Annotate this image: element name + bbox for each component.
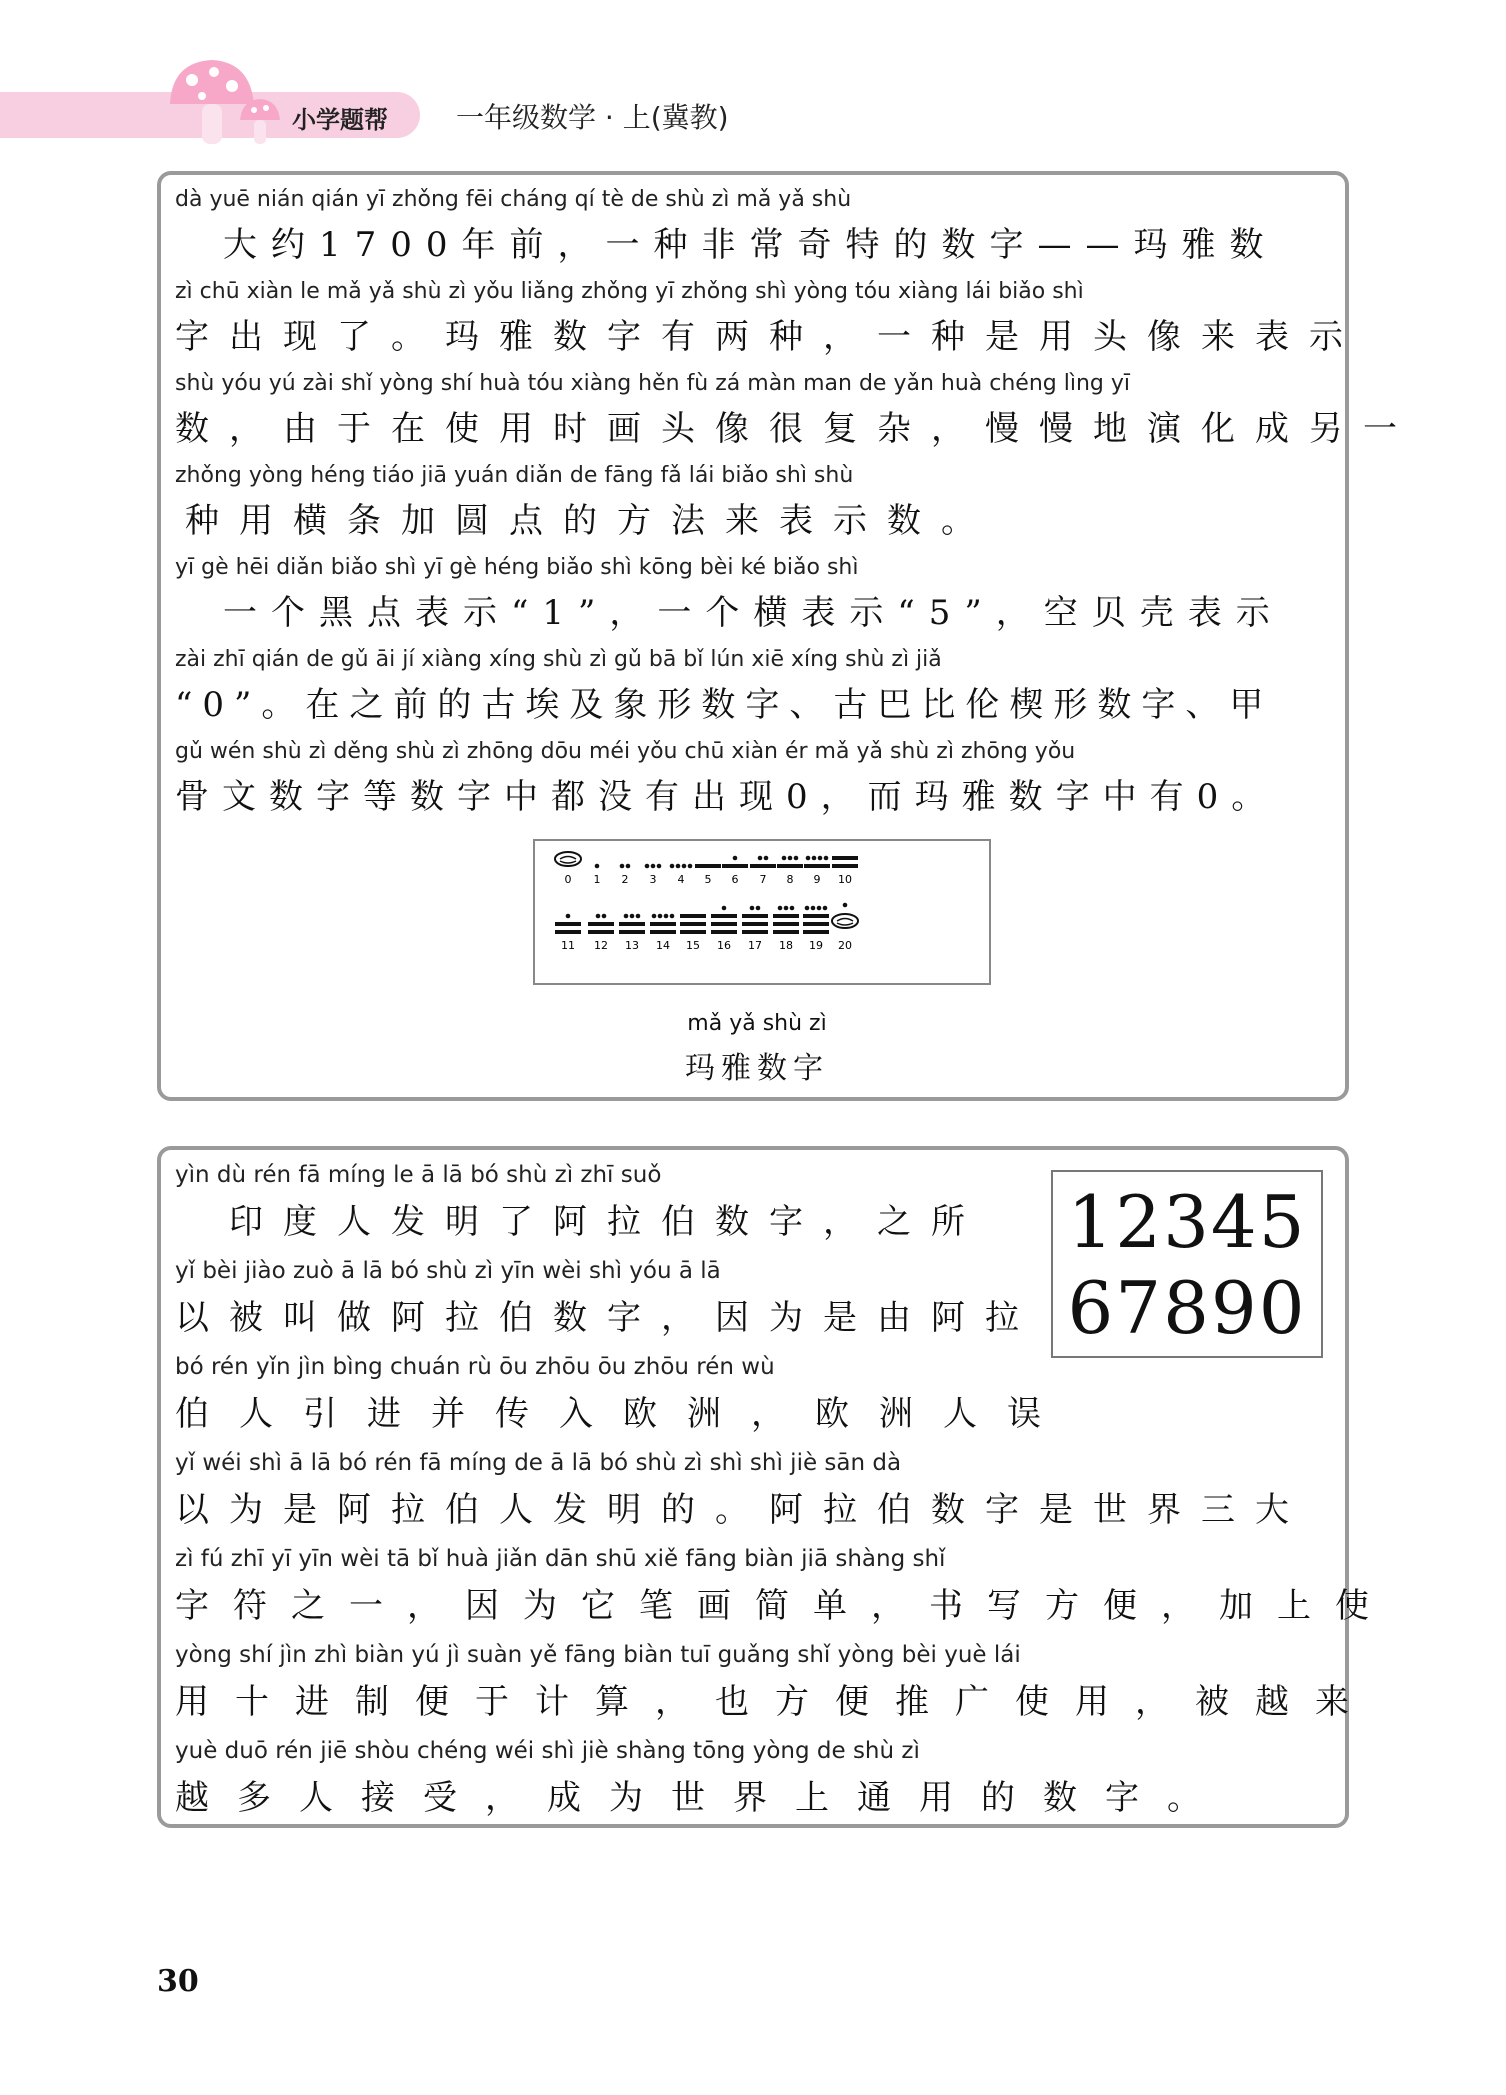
pinyin-line: zhǒng yòng héng tiáo jiā yuán diǎn de fāng fǎ lái biǎo shì shù: [175, 463, 854, 488]
maya-numeral: [650, 914, 676, 934]
numeral-label: 4: [677, 873, 685, 886]
book-title: 一年级数学 · 上(冀教): [456, 101, 729, 134]
maya-numeral: [555, 852, 581, 866]
maya-numeral: [777, 856, 803, 868]
hanzi-line: 种用横条加圆点的方法来表示数。: [185, 501, 995, 541]
numeral-label: 1: [593, 873, 601, 886]
hanzi-line: 字符之一，因为它笔画简单，书写方便，加上使: [175, 1586, 1393, 1626]
numeral-label: 6: [731, 873, 739, 886]
maya-numeral: [680, 914, 706, 934]
hanzi-line: 大约1700年前，一种非常奇特的数字——玛雅数: [175, 225, 1278, 265]
maya-numeral: [804, 856, 830, 868]
numeral-label: 3: [649, 873, 657, 886]
hanzi-line: “0”。在之前的古埃及象形数字、古巴比伦楔形数字、甲: [175, 685, 1274, 725]
maya-numeral: [595, 864, 600, 869]
numeral-label: 0: [564, 873, 572, 886]
shell-symbol: [555, 852, 581, 866]
maya-numeral: [711, 906, 737, 934]
pinyin-line: bó rén yǐn jìn bìng chuán rù ōu zhōu ōu zhōu rén wù: [175, 1354, 775, 1380]
maya-numeral: [742, 906, 768, 934]
numeral-label: 8: [786, 873, 794, 886]
numeral-label: 12: [594, 939, 608, 952]
pinyin-line: dà yuē nián qián yī zhǒng fēi cháng qí tè de shù zì mǎ yǎ shù: [175, 187, 852, 212]
numeral-label: 15: [686, 939, 700, 952]
maya-numeral: [832, 903, 858, 928]
numeral-label: 7: [759, 873, 767, 886]
pinyin-line: yòng shí jìn zhì biàn yú jì suàn yě fāng biàn tuī guǎng shǐ yòng bèi yuè lái: [175, 1642, 1021, 1668]
numeral-label: 5: [704, 873, 712, 886]
mushroom-icon: [162, 54, 282, 154]
pinyin-line: zì chū xiàn le mǎ yǎ shù zì yǒu liǎng zhǒng yī zhǒng shì yòng tóu xiàng lái biǎo shì: [175, 279, 1084, 304]
maya-passage-box: [157, 171, 1417, 1101]
pinyin-line: yī gè hēi diǎn biǎo shì yī gè héng biǎo shì kōng bèi ké biǎo shì: [175, 555, 859, 580]
brand-label: 小学题帮: [292, 106, 388, 134]
maya-numeral: [670, 864, 693, 869]
numeral-label: 11: [561, 939, 575, 952]
pinyin-line: yuè duō rén jiē shòu chéng wéi shì jiè shàng tōng yòng de shù zì: [175, 1738, 920, 1764]
hanzi-line: 以为是阿拉伯人发明的。阿拉伯数字是世界三大: [175, 1490, 1309, 1530]
numeral-label: 19: [809, 939, 823, 952]
numeral-label: 2: [621, 873, 629, 886]
pinyin-line: zì fú zhī yī yīn wèi tā bǐ huà jiǎn dān shū xiě fāng biàn jiā shàng shǐ: [175, 1546, 946, 1572]
numeral-label: 10: [838, 873, 852, 886]
numeral-label: 13: [625, 939, 639, 952]
hanzi-line: 印度人发明了阿拉伯数字，之所: [175, 1202, 985, 1242]
page-number: 30: [157, 1964, 199, 1999]
pinyin-line: shù yóu yú zài shǐ yòng shí huà tóu xiàng hěn fù zá màn man de yǎn huà chéng lìng yī: [175, 371, 1130, 396]
maya-numeral: [722, 856, 748, 868]
numeral-label: 17: [748, 939, 762, 952]
numeral-label: 9: [813, 873, 821, 886]
hanzi-line: 字出现了。玛雅数字有两种，一种是用头像来表示: [175, 317, 1363, 357]
figure-caption-pinyin: mǎ yǎ shù zì: [687, 1011, 827, 1036]
arabic-passage-box: [157, 1146, 1393, 1828]
numeral-label: 18: [779, 939, 793, 952]
digits-row-2: 67890: [1067, 1266, 1307, 1350]
maya-numeral: [695, 864, 721, 868]
pinyin-line: yǐ wéi shì ā lā bó rén fā míng de ā lā bó shù zì shì shì jiè sān dà: [175, 1450, 902, 1476]
maya-numeral: [619, 914, 645, 934]
maya-numeral: [588, 914, 614, 934]
maya-numeral: [645, 864, 662, 869]
maya-numeral: [773, 906, 799, 934]
hanzi-line: 骨文数字等数字中都没有出现0，而玛雅数字中有0。: [175, 777, 1279, 817]
arabic-digits-box: [1051, 1170, 1323, 1358]
maya-numeral: [832, 856, 858, 868]
figure-caption: 玛雅数字: [685, 1051, 829, 1086]
hanzi-line: 数，由于在使用时画头像很复杂，慢慢地演化成另一: [175, 409, 1417, 449]
maya-numeral: [555, 914, 581, 934]
pinyin-line: zài zhī qián de gǔ āi jí xiàng xíng shù zì gǔ bā bǐ lún xiē xíng shù zì jiǎ: [175, 647, 942, 672]
pinyin-line: gǔ wén shù zì děng shù zì zhōng dōu méi yǒu chū xiàn ér mǎ yǎ shù zì zhōng yǒu: [175, 739, 1076, 764]
numeral-label: 16: [717, 939, 731, 952]
maya-numeral: [620, 864, 631, 869]
maya-numeral: [750, 856, 776, 868]
numeral-label: 14: [656, 939, 670, 952]
pinyin-line: yìn dù rén fā míng le ā lā bó shù zì zhī suǒ: [175, 1162, 662, 1188]
hanzi-line: 伯人引进并传入欧洲，欧洲人误: [175, 1394, 1071, 1434]
numeral-label: 20: [838, 939, 852, 952]
hanzi-line: 用十进制便于计算，也方便推广使用，被越来: [175, 1682, 1375, 1722]
maya-numerals-figure: [533, 839, 991, 985]
maya-numeral: [803, 906, 829, 934]
digits-row-1: 12345: [1067, 1180, 1307, 1264]
shell-symbol: [832, 914, 858, 928]
hanzi-line: 越多人接受，成为世界上通用的数字。: [175, 1778, 1229, 1818]
pinyin-line: yǐ bèi jiào zuò ā lā bó shù zì yīn wèi shì yóu ā lā: [175, 1258, 721, 1284]
hanzi-line: 以被叫做阿拉伯数字，因为是由阿拉: [175, 1298, 1039, 1338]
hanzi-line: 一个黑点表示“1”，一个横表示“5”，空贝壳表示: [175, 593, 1284, 633]
